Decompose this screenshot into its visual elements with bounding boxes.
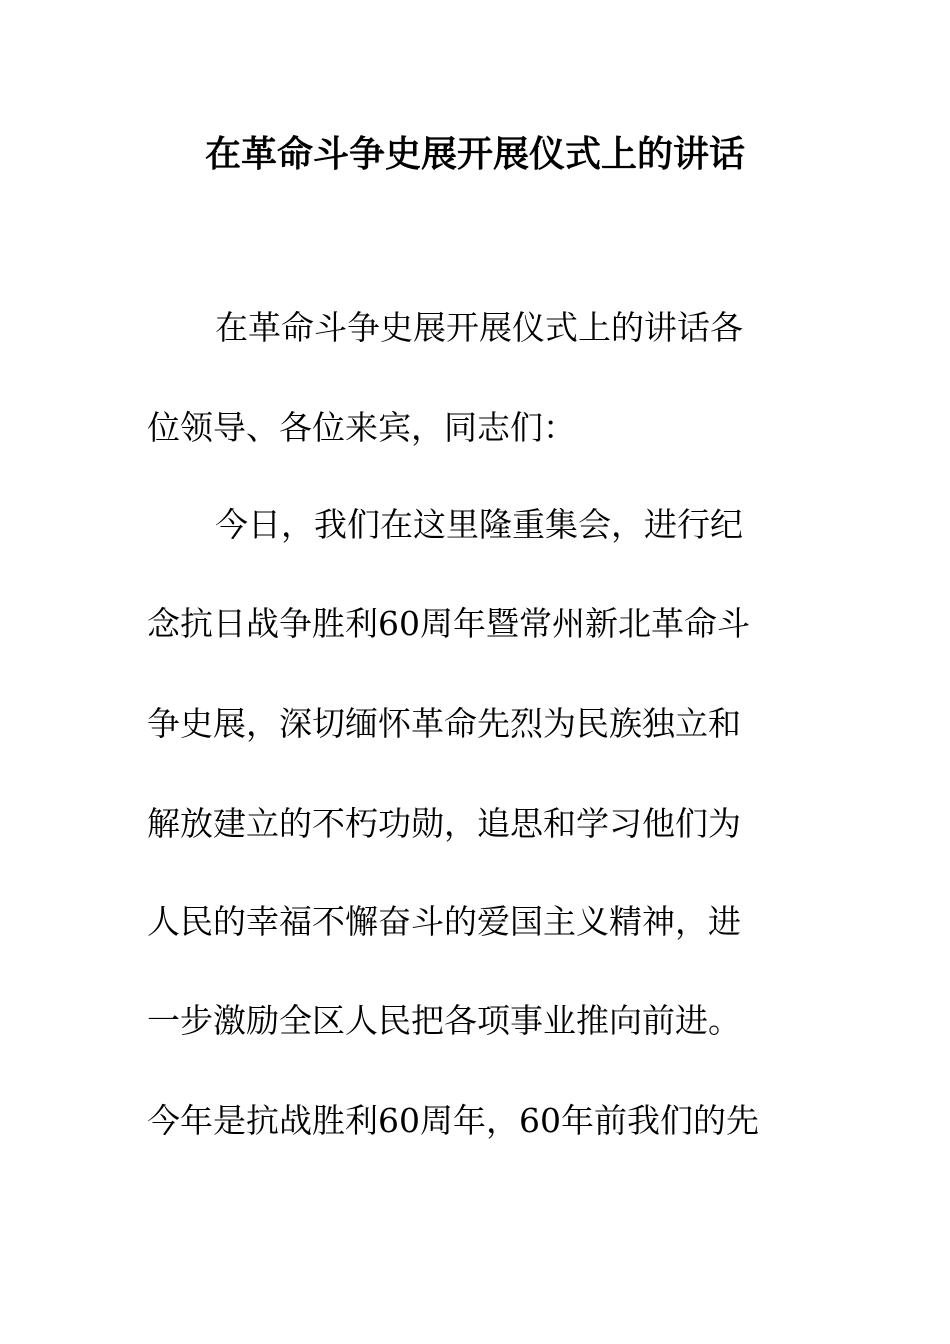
paragraph-line: 在革命斗争史展开展仪式上的讲话各 bbox=[215, 308, 743, 347]
paragraph-line: 今年是抗战胜利60周年，60年前我们的先 bbox=[147, 1101, 759, 1140]
paragraph-line: 今日，我们在这里隆重集会，进行纪 bbox=[215, 505, 743, 544]
document-title: 在革命斗争史展开展仪式上的讲话 bbox=[204, 133, 745, 175]
paragraph-line: 争史展，深切缅怀革命先烈为民族独立和 bbox=[147, 704, 741, 743]
paragraph-line: 人民的幸福不懈奋斗的爱国主义精神，进 bbox=[147, 902, 741, 941]
paragraph-line: 念抗日战争胜利60周年暨常州新北革命斗 bbox=[147, 604, 750, 643]
paragraph-line: 一步激励全区人民把各项事业推向前进。 bbox=[147, 1001, 741, 1040]
paragraph-line: 位领导、各位来宾，同志们： bbox=[147, 408, 576, 447]
paragraph-line: 解放建立的不朽功勋，追思和学习他们为 bbox=[147, 804, 741, 843]
